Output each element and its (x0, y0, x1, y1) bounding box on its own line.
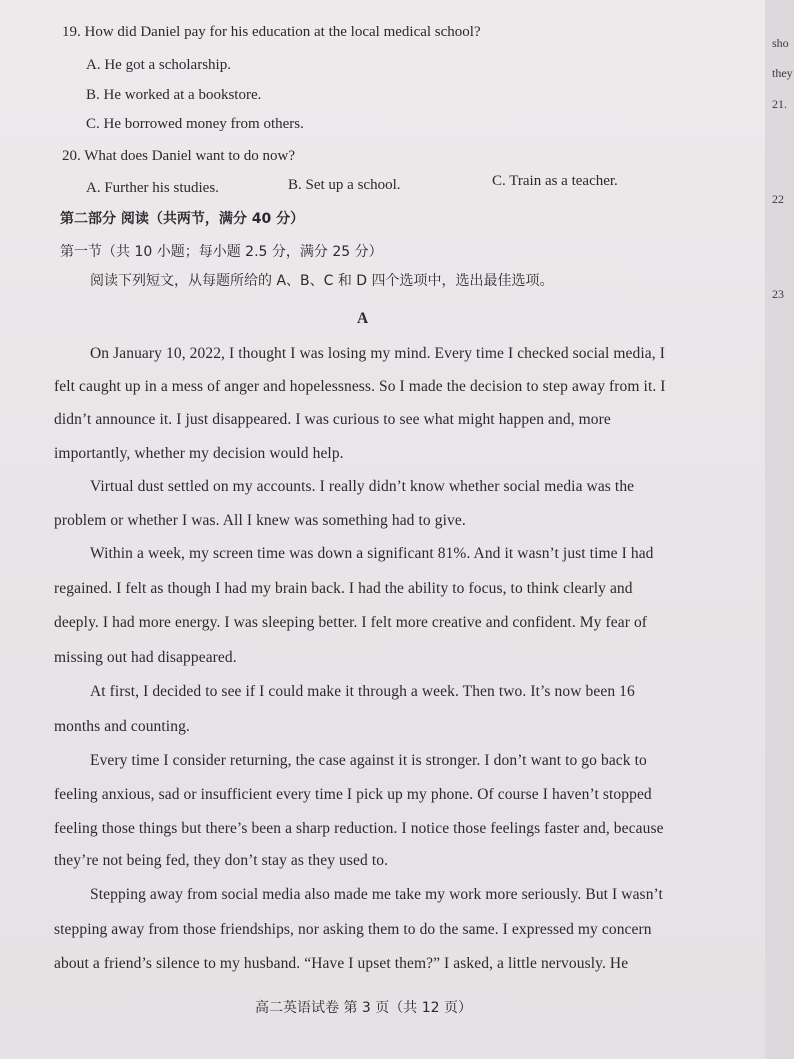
edge-fragment: 21. (772, 97, 787, 111)
passage-line: feeling anxious, sad or insufficient every time I pick up my phone. Of course I haven’t stopped (54, 786, 652, 803)
edge-fragment: sho (772, 36, 789, 50)
passage-line: Within a week, my screen time was down a significant 81%. And it wasn’t just time I had (90, 545, 654, 562)
edge-fragment: 22 (772, 192, 784, 206)
passage-line: Stepping away from social media also made me take my work more seriously. But I wasn’t (90, 886, 663, 903)
question-20-option-b: B. Set up a school. (288, 177, 401, 193)
page-footer: 高二英语试卷 第 3 页（共 12 页） (255, 1000, 472, 1016)
passage-line: regained. I felt as though I had my brain back. I had the ability to focus, to think clearly and (54, 580, 633, 597)
passage-line: about a friend’s silence to my husband. “Have I upset them?” I asked, a little nervously. He (54, 955, 629, 972)
question-20-option-a: A. Further his studies. (86, 180, 219, 196)
passage-line: stepping away from those friendships, nor asking them to do the same. I expressed my concern (54, 921, 652, 938)
instruction: 阅读下列短文，从每题所给的 A、B、C 和 D 四个选项中，选出最佳选项。 (90, 273, 554, 289)
question-19-option-c: C. He borrowed money from others. (86, 116, 304, 132)
passage-label: A (357, 310, 369, 327)
passage-line: deeply. I had more energy. I was sleeping better. I felt more creative and confident. My fear of (54, 614, 648, 631)
passage-line: Virtual dust settled on my accounts. I really didn’t know whether social media was the (90, 478, 635, 495)
passage-line: didn’t announce it. I just disappeared. I was curious to see what might happen and, more (54, 411, 611, 428)
passage-line: they’re not being fed, they don’t stay as they used to. (54, 852, 389, 869)
sub-heading: 第一节（共 10 小题；每小题 2.5 分，满分 25 分） (60, 244, 383, 260)
adjacent-page-edge (765, 0, 794, 1059)
question-19-option-a: A. He got a scholarship. (86, 57, 231, 73)
passage-line: On January 10, 2022, I thought I was losing my mind. Every time I checked social media, I (90, 345, 665, 362)
passage-line: months and counting. (54, 718, 190, 735)
edge-fragment: they (772, 66, 793, 80)
edge-fragment: 23 (772, 287, 784, 301)
question-20-stem: 20. What does Daniel want to do now? (62, 148, 296, 164)
passage-line: feeling those things but there’s been a sharp reduction. I notice those feelings faster and, because (54, 820, 664, 837)
passage-line: felt caught up in a mess of anger and hopelessness. So I made the decision to step away from it. I (54, 378, 666, 395)
question-19-option-b: B. He worked at a bookstore. (86, 87, 262, 103)
passage-line: problem or whether I was. All I knew was something had to give. (54, 512, 466, 529)
passage-line: At first, I decided to see if I could make it through a week. Then two. It’s now been 16 (90, 683, 635, 700)
question-20-option-c: C. Train as a teacher. (492, 173, 618, 189)
passage-line: missing out had disappeared. (54, 649, 237, 666)
passage-line: importantly, whether my decision would help. (54, 445, 344, 462)
part-heading: 第二部分 阅读（共两节，满分 40 分） (60, 211, 305, 227)
passage-line: Every time I consider returning, the case against it is stronger. I don’t want to go back to (90, 752, 647, 769)
question-19-stem: 19. How did Daniel pay for his education at the local medical school? (62, 24, 481, 40)
